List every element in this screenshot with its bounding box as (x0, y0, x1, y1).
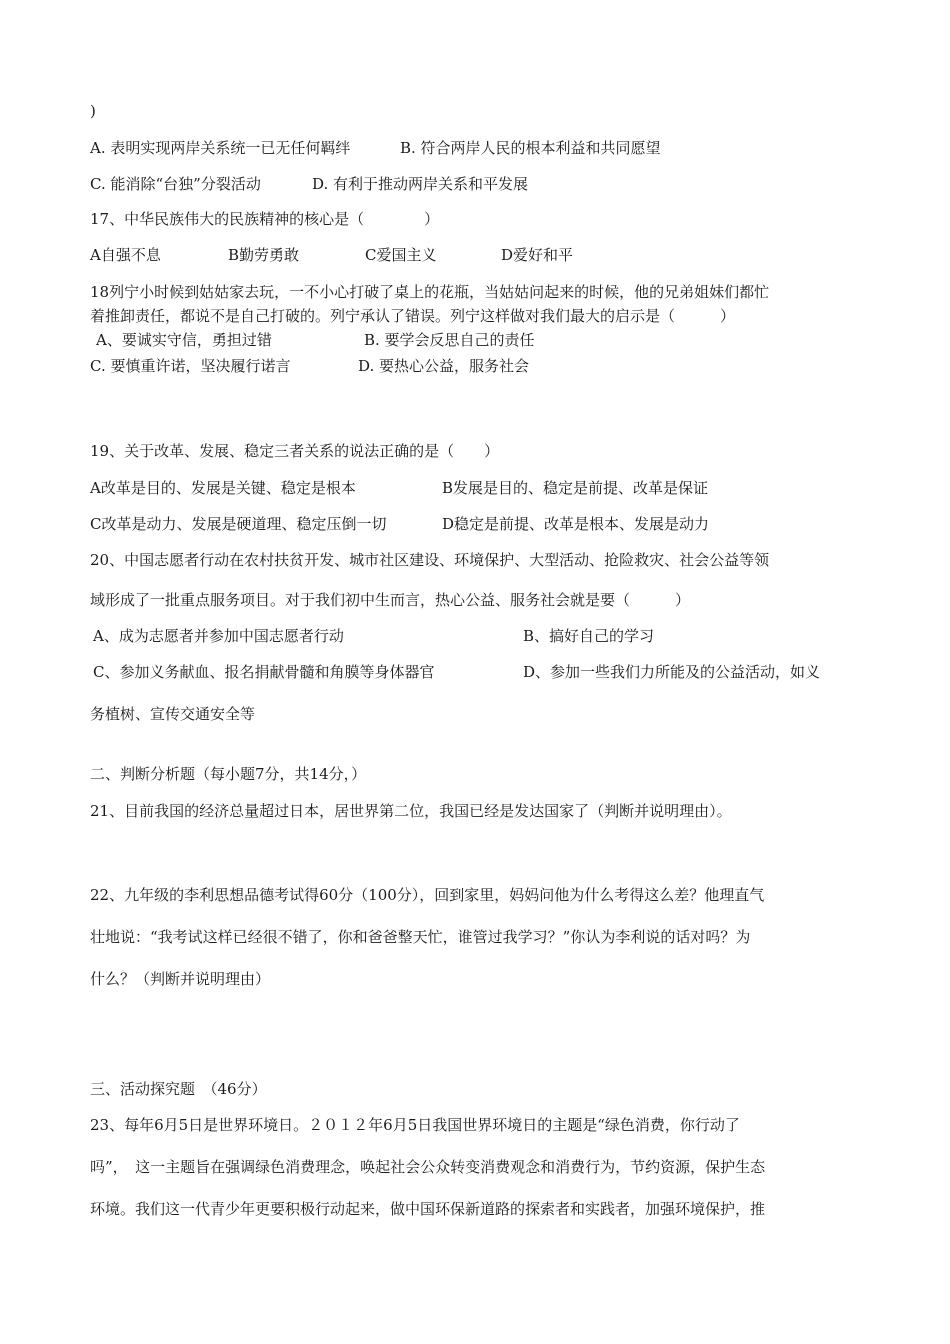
option-a: A自强不息 (90, 246, 161, 264)
question-17-stem: 17、中华民族伟大的民族精神的核心是（ ） (90, 210, 440, 228)
option-b: B. 要学会反思自己的责任 (364, 331, 535, 349)
option-d: D. 有利于推动两岸关系和平发展 (312, 175, 529, 193)
question-18-options-row-2 (90, 357, 530, 375)
question-23-stem-line-3: 环境。我们这一代青少年更要积极行动起来，做中国环保新道路的探索者和实践者，加强环境保护，推 (90, 1200, 766, 1218)
question-19-options-row-2 (90, 515, 710, 533)
question-22-stem-line-3: 什么？（判断并说明理由） (90, 970, 271, 988)
option-b: B、搞好自己的学习 (523, 627, 655, 645)
option-a: A、成为志愿者并参加中国志愿者行动 (93, 627, 344, 645)
question-23-stem-line-1: 23、每年6月5日是世界环境日。２０１２年6月5日我国世界环境日的主题是“绿色消费，你行动了 (90, 1116, 740, 1134)
question-22-stem-line-2: 壮地说：“我考试这样已经很不错了，你和爸爸整天忙，谁管过我学习？”你认为李利说的话对吗？为 (90, 928, 751, 946)
option-d: D、参加一些我们力所能及的公益活动，如义 (523, 663, 821, 681)
question-18-stem-line-2: 着推卸责任，都说不是自己打破的。列宁承认了错误。列宁这样做对我们最大的启示是（ ） (90, 307, 736, 325)
option-c: C. 要慎重许诺，坚决履行诺言 (90, 357, 291, 375)
option-a: A、要诚实守信，勇担过错 (96, 331, 272, 349)
option-a: A. 表明实现两岸关系统一已无任何羁绊 (90, 139, 351, 157)
option-b: B. 符合两岸人民的根本利益和共同愿望 (400, 139, 661, 157)
question-23-stem-line-2: 吗”， 这一主题旨在强调绿色消费理念，唤起社会公众转变消费观念和消费行为，节约资源，保护生态 (90, 1158, 766, 1176)
option-b: B勤劳勇敢 (228, 246, 300, 264)
question-17-options (90, 246, 574, 264)
option-b: B发展是目的、稳定是前提、改革是保证 (442, 479, 709, 497)
question-16-options-row-2 (90, 175, 529, 193)
question-20-stem-line-2: 域形成了一批重点服务项目。对于我们初中生而言，热心公益、服务社会就是要（ ） (90, 591, 691, 609)
question-22-stem-line-1: 22、九年级的李利思想品德考试得60分（100分），回到家里，妈妈问他为什么考得这么差？他理直气 (90, 886, 765, 904)
question-20-options-row-1 (93, 627, 655, 645)
question-20-option-d-continued: 务植树、宣传交通安全等 (90, 705, 256, 723)
question-19-stem: 19、关于改革、发展、稳定三者关系的说法正确的是（ ） (90, 442, 500, 460)
option-c: C改革是动力、发展是硬道理、稳定压倒一切 (90, 515, 387, 533)
question-20-stem-line-1: 20、中国志愿者行动在农村扶贫开发、城市社区建设、环境保护、大型活动、抢险救灾、社会公益等领 (90, 551, 770, 569)
question-20-options-row-2 (93, 663, 821, 681)
option-d: D稳定是前提、改革是根本、发展是动力 (442, 515, 710, 533)
question-16-bracket-close: ) (90, 102, 96, 120)
section-2-heading: 二、判断分析题（每小题7分，共14分，） (90, 765, 367, 783)
question-21-stem: 21、目前我国的经济总量超过日本，居世界第二位，我国已经是发达国家了（判断并说明理由）。 (90, 802, 732, 820)
section-3-heading: 三、活动探究题 （46分） (90, 1080, 267, 1098)
option-d: D爱好和平 (501, 246, 574, 264)
option-c: C、参加义务献血、报名捐献骨髓和角膜等身体器官 (93, 663, 435, 681)
question-18-stem-line-1: 18列宁小时候到姑姑家去玩，一不小心打破了桌上的花瓶，当姑姑问起来的时候，他的兄弟姐妹们都忙 (90, 283, 770, 301)
option-a: A改革是目的、发展是关键、稳定是根本 (90, 479, 356, 497)
question-18-options-row-1 (96, 331, 535, 349)
option-c: C爱国主义 (365, 246, 437, 264)
question-16-options-row-1 (90, 139, 661, 157)
option-d: D. 要热心公益，服务社会 (358, 357, 530, 375)
option-c: C. 能消除“台独”分裂活动 (90, 175, 261, 193)
question-19-options-row-1 (90, 479, 709, 497)
